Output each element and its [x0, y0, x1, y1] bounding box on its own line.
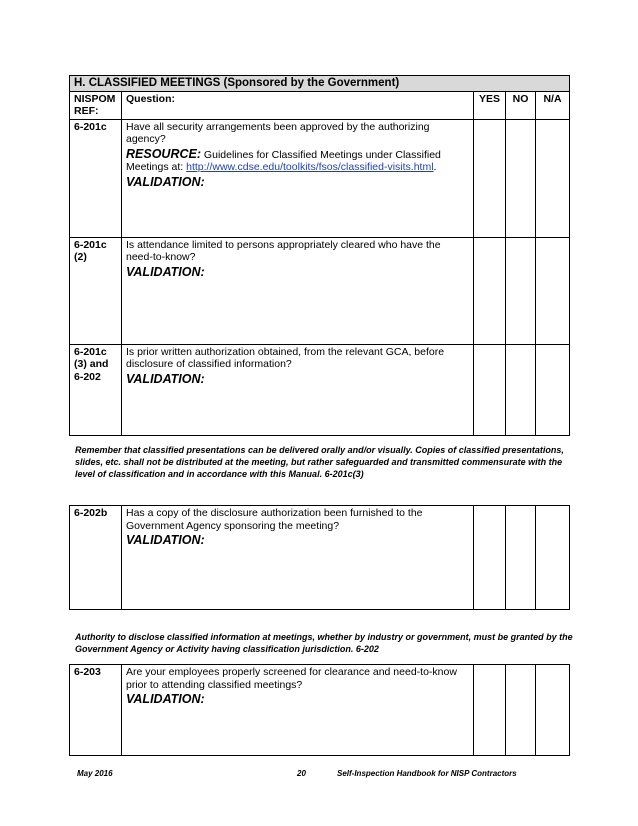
validation-label: VALIDATION:: [126, 533, 205, 547]
row-ref: 6-201c (3) and 6-202: [70, 344, 122, 435]
table-row: [70, 119, 570, 237]
question-text: Are your employees properly screened for clearance and need-to-know prior to attending classified meetings?: [126, 666, 457, 691]
col-header-no: NO: [506, 91, 536, 119]
question-text: Have all security arrangements been approved by the authorizing agency?: [126, 120, 430, 145]
na-cell[interactable]: [536, 506, 570, 610]
no-cell[interactable]: [506, 665, 536, 756]
note-classified-presentations: Remember that classified presentations can be delivered orally and/or visually. Copies of classified presentations, slides, etc. shall not be distributed at the meeting, but rather safeguarded and transmitted commensurate with the level of classification and in accordance with this Manual. 6-201c(3): [75, 445, 564, 479]
yes-cell[interactable]: [474, 506, 506, 610]
no-cell[interactable]: [506, 237, 536, 344]
resource-label: RESOURCE:: [126, 146, 202, 161]
validation-label: VALIDATION:: [126, 174, 205, 189]
na-cell[interactable]: [536, 665, 570, 756]
table-row: [70, 237, 570, 344]
col-header-question: Question:: [122, 91, 474, 119]
footer-page-number: 20: [297, 769, 306, 778]
col-header-ref: NISPOM REF:: [70, 91, 122, 119]
resource-end: .: [433, 161, 437, 173]
validation-label: VALIDATION:: [126, 692, 205, 706]
question-cell: [122, 119, 474, 237]
row-ref: 6-202b: [70, 506, 122, 610]
table-row: [70, 665, 570, 756]
yes-cell[interactable]: [474, 237, 506, 344]
na-cell[interactable]: [536, 237, 570, 344]
col-header-yes: YES: [474, 91, 506, 119]
yes-cell[interactable]: [474, 119, 506, 237]
classified-meetings-table: [69, 75, 570, 436]
footer-date: May 2016: [77, 769, 113, 778]
row-ref: 6-201c: [70, 119, 122, 237]
note-disclosure-authority: Authority to disclose classified information at meetings, whether by industry or government, must be granted by the Government Agency or Activity having classification jurisdiction. 6-202: [75, 632, 573, 654]
validation-label: VALIDATION:: [126, 371, 205, 386]
resource-text: Guidelines for Classified Meetings under Classified Meetings at:: [126, 148, 441, 173]
na-cell[interactable]: [536, 344, 570, 435]
question-cell: [122, 237, 474, 344]
question-cell: [122, 506, 474, 610]
row-ref: 6-203: [70, 665, 122, 756]
resource-link[interactable]: http://www.cdse.edu/toolkits/fsos/classified-visits.html: [186, 161, 434, 173]
col-header-na: N/A: [536, 91, 570, 119]
footer-title: Self-Inspection Handbook for NISP Contractors: [337, 769, 517, 778]
na-cell[interactable]: [536, 119, 570, 237]
no-cell[interactable]: [506, 344, 536, 435]
question-text: Has a copy of the disclosure authorization been furnished to the Government Agency sponsoring the meeting?: [126, 507, 423, 532]
no-cell[interactable]: [506, 119, 536, 237]
disclosure-authorization-table: [69, 505, 570, 610]
yes-cell[interactable]: [474, 344, 506, 435]
row-ref: 6-201c (2): [70, 237, 122, 344]
table-row: [70, 344, 570, 435]
question-cell: [122, 665, 474, 756]
question-text: Is attendance limited to persons appropriately cleared who have the need-to-know?: [126, 238, 441, 263]
question-cell: [122, 344, 474, 435]
yes-cell[interactable]: [474, 665, 506, 756]
question-text: Is prior written authorization obtained, from the relevant GCA, before disclosure of classified information?: [126, 345, 445, 370]
employee-screening-table: [69, 664, 570, 756]
resource-note: [126, 148, 469, 174]
section-title: H. CLASSIFIED MEETINGS (Sponsored by the Government): [70, 76, 570, 92]
validation-label: VALIDATION:: [126, 264, 205, 279]
table-row: [70, 506, 570, 610]
no-cell[interactable]: [506, 506, 536, 610]
